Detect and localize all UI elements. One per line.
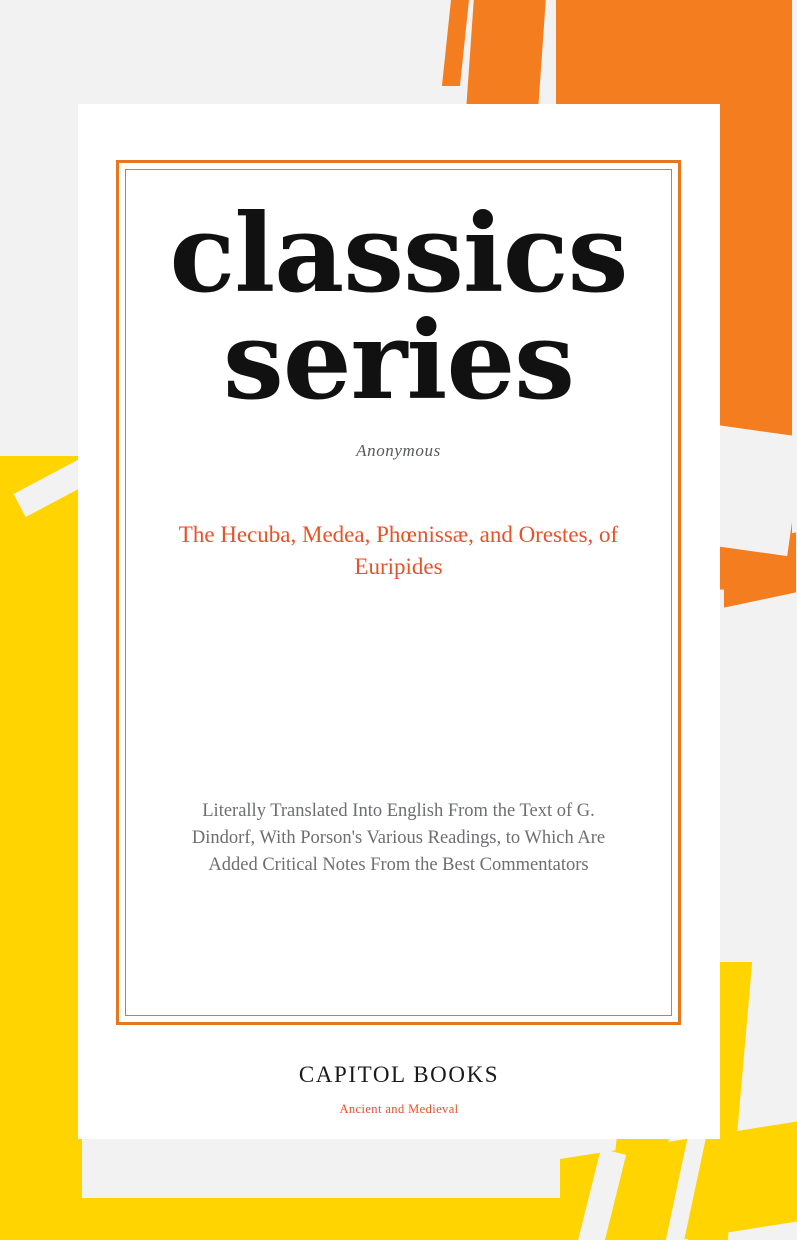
book-subtitle: Literally Translated Into English From the Text of G. Dindorf, With Porson's Various Readings, to Which Are Added Critical Notes From the Best Commentators [191,801,606,875]
series-title [159,191,638,424]
orange-brush-stroke-top [466,0,546,114]
yellow-brush-stroke-left-second [0,556,40,1240]
cover-border-frame [116,160,681,1025]
publisher-name: CAPITOL BOOKS [298,1062,500,1087]
author-name: Anonymous [356,440,441,460]
cover-content [119,163,678,1022]
series-title-line-2: series [223,297,574,424]
orange-brush-stroke-small [442,0,470,86]
book-title: The Hecuba, Medea, Phœnissæ, and Orestes, of Euripides [178,521,619,579]
series-title-line-1: classics [169,191,628,317]
book-cover [78,104,720,1139]
imprint-name: Ancient and Medieval [339,1102,459,1116]
yellow-brush-stroke-bottom [0,1198,600,1240]
